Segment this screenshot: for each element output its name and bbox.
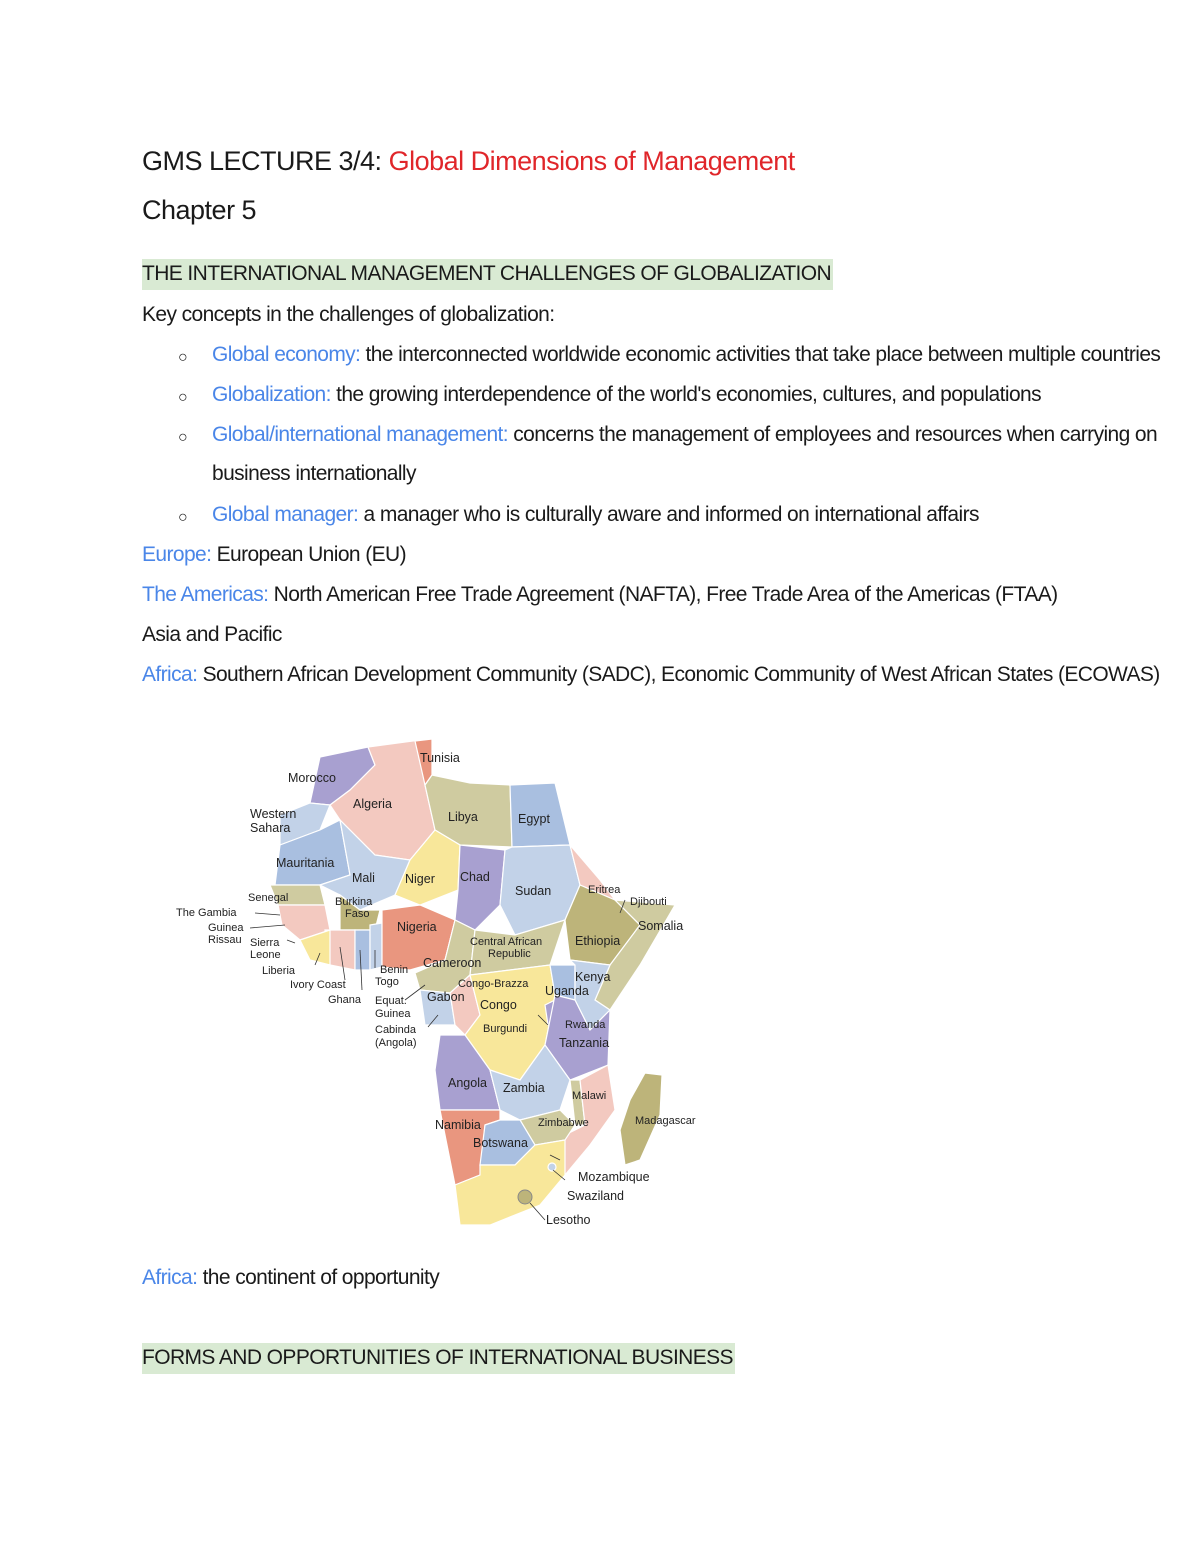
term: Global manager:	[212, 503, 359, 526]
label-car-2: Republic	[488, 948, 531, 960]
label-angola: Angola	[448, 1076, 487, 1090]
label-libya: Libya	[448, 810, 478, 824]
region-swaziland	[548, 1163, 556, 1171]
bullet-circle-icon: ○	[178, 389, 188, 406]
section-heading-forms: FORMS AND OPPORTUNITIES OF INTERNATIONAL BUSINESS	[142, 1343, 735, 1374]
label-niger: Niger	[405, 872, 435, 886]
label-congo: Congo	[480, 998, 517, 1012]
definition: a manager who is culturally aware and informed on international affairs	[358, 503, 979, 526]
label-gabon: Gabon	[427, 990, 465, 1004]
label-guinea: Guinea	[208, 922, 244, 934]
label-malawi: Malawi	[572, 1090, 607, 1102]
region-americas	[142, 583, 1058, 607]
label-sudan: Sudan	[515, 884, 552, 898]
label-cabinda-2: (Angola)	[375, 1037, 417, 1049]
label-the-gambia: The Gambia	[176, 907, 237, 919]
region-asia-pacific: Asia and Pacific	[142, 623, 282, 646]
label-burkina-2: Faso	[345, 908, 370, 920]
label-mauritania: Mauritania	[276, 856, 335, 870]
label-ivory-coast: Ivory Coast	[290, 979, 346, 991]
definition: concerns the management of employees and resources when carrying on	[508, 423, 1158, 446]
region-text: European Union (EU)	[211, 543, 406, 566]
region-term: Europe:	[142, 543, 212, 566]
label-uganda: Uganda	[545, 984, 589, 998]
label-eq-guinea-2: Guinea	[375, 1008, 411, 1020]
region-ghana	[355, 930, 370, 970]
label-nigeria: Nigeria	[397, 920, 437, 934]
region-africa	[142, 663, 1160, 687]
label-burkina: Burkina	[335, 896, 373, 908]
bullet-circle-icon: ○	[178, 509, 188, 526]
label-benin: Benin	[380, 964, 409, 976]
region-chad	[455, 845, 505, 930]
region-europe	[142, 543, 406, 567]
label-tanzania: Tanzania	[559, 1036, 610, 1050]
label-eq-guinea: Equat.	[375, 995, 407, 1007]
label-rwanda: Rwanda	[565, 1019, 606, 1031]
bullet-circle-icon: ○	[178, 429, 188, 446]
label-western-sahara-2: Sahara	[250, 821, 291, 835]
label-cameroon: Cameroon	[423, 956, 482, 970]
section-heading-globalization: THE INTERNATIONAL MANAGEMENT CHALLENGES OF GLOBALIZATION	[142, 259, 833, 290]
term: Globalization:	[212, 383, 331, 406]
label-burgundi: Burgundi	[483, 1023, 528, 1035]
label-morocco: Morocco	[288, 771, 336, 785]
label-algeria: Algeria	[353, 797, 392, 811]
label-togo: Togo	[375, 976, 399, 988]
africa-tagline	[142, 1266, 439, 1290]
page-title	[142, 146, 795, 177]
region-lesotho	[518, 1190, 532, 1204]
label-mali: Mali	[352, 871, 375, 885]
label-zimbabwe: Zimbabwe	[538, 1117, 589, 1129]
label-congo-brazza: Congo-Brazza	[458, 978, 529, 990]
term: Global/international management:	[212, 423, 508, 446]
label-somalia: Somalia	[638, 919, 684, 933]
label-ethiopia: Ethiopia	[575, 934, 621, 948]
label-mozambique: Mozambique	[578, 1170, 650, 1184]
definition-continued: business internationally	[212, 462, 416, 485]
label-sierra-2: Leone	[250, 949, 281, 961]
label-lesotho: Lesotho	[546, 1213, 591, 1227]
label-western-sahara: Western	[250, 807, 297, 821]
label-namibia: Namibia	[435, 1118, 481, 1132]
region-text: Southern African Development Community (SADC), Economic Community of West African States (ECOWAS)	[197, 663, 1160, 686]
title-prefix: GMS LECTURE 3/4:	[142, 146, 389, 176]
label-liberia: Liberia	[262, 965, 296, 977]
intro-text: Key concepts in the challenges of globalization:	[142, 303, 555, 326]
region-text: North American Free Trade Agreement (NAFTA), Free Trade Area of the Americas (FTAA)	[268, 583, 1058, 606]
label-senegal: Senegal	[248, 892, 289, 904]
label-car: Central African	[470, 936, 543, 948]
label-sierra: Sierra	[250, 937, 280, 949]
label-chad: Chad	[460, 870, 490, 884]
label-swaziland: Swaziland	[567, 1189, 624, 1203]
region-benin	[370, 923, 382, 970]
label-ghana: Ghana	[328, 994, 362, 1006]
definition: the interconnected worldwide economic activities that take place between multiple countries	[360, 343, 1161, 366]
title-highlight: Global Dimensions of Management	[388, 146, 795, 176]
term: Global economy:	[212, 343, 361, 366]
label-egypt: Egypt	[518, 812, 550, 826]
africa-map-image	[170, 735, 730, 1235]
definition: the growing interdependence of the world's economies, cultures, and populations	[330, 383, 1041, 406]
tagline-term: Africa:	[142, 1266, 198, 1289]
region-term: Africa:	[142, 663, 198, 686]
chapter-label: Chapter 5	[142, 195, 257, 225]
region-term: The Americas:	[142, 583, 269, 606]
label-tunisia: Tunisia	[420, 751, 460, 765]
label-cabinda: Cabinda	[375, 1024, 416, 1036]
label-eritrea: Eritrea	[588, 884, 621, 896]
label-kenya: Kenya	[575, 970, 611, 984]
label-guinea-bissau: Rissau	[208, 934, 242, 946]
label-zambia: Zambia	[503, 1081, 545, 1095]
tagline-text: the continent of opportunity	[197, 1266, 440, 1289]
label-madagascar: Madagascar	[635, 1115, 696, 1127]
bullet-circle-icon: ○	[178, 349, 188, 366]
label-botswana: Botswana	[473, 1136, 528, 1150]
label-djibouti: Djibouti	[630, 896, 667, 908]
